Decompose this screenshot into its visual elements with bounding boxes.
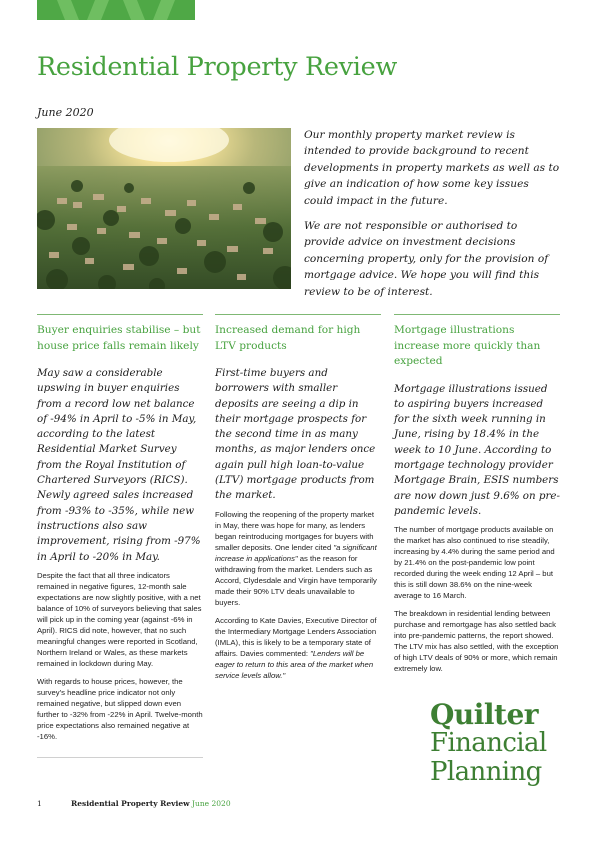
article-high-ltv-demand: [215, 314, 381, 688]
intro-paragraph-1: Our monthly property market review is intended to provide background to recent developments in property markets as well as to give an indication of how some key issues could impact in the future.: [304, 129, 560, 207]
intro-text: [304, 127, 560, 309]
issue-date: June 2020: [37, 106, 94, 119]
page-title: Residential Property Review: [37, 52, 397, 82]
intro-paragraph-2: We are not responsible or authorised to provide advice on investment decisions concerning property, only for the provision of mortgage advice. We hope you will find this review to be of interest.: [304, 220, 549, 298]
article-heading: Mortgage illustrations increase more quickly than expected: [394, 324, 541, 367]
footer-title: Residential Property Review: [71, 799, 190, 808]
quote: "a significant increase in applications": [215, 542, 377, 563]
column-divider: [37, 757, 203, 758]
page-footer: [37, 799, 231, 808]
article-lead: First-time buyers and borrowers with smaller deposits are seeing a dip in their mortgage prospects for the second time in as many months, as major lenders once again pull high loan-to-value (LTV) mortgage products from the market.: [215, 367, 376, 502]
article-heading: Buyer enquiries stabilise – but house price falls remain likely: [37, 324, 201, 352]
page-number: 1: [37, 799, 42, 808]
article-buyer-enquiries: [37, 314, 203, 749]
top-brand-band: [37, 0, 195, 20]
logo-line-3: Planning: [430, 757, 542, 787]
article-body-paragraph: Despite the fact that all three indicators remained in negative figures, 12-month sale expectations are now slightly positive, with a net balance of 10% of surveyors believing that sales will pick up in the coming year (against -6% in April). RICS did note, however, that no such meaningful changes were reported in Scotland, Northern Ireland or Wales, as these markets remained in lockdown during May.: [37, 570, 202, 668]
hero-image-aerial-housing: [37, 128, 291, 289]
footer-date: June 2020: [192, 799, 231, 808]
logo-line-1: Quilter: [430, 698, 539, 731]
article-lead: Mortgage illustrations issued to aspiring buyers increased for the sixth week running in June, rising by 18.4% in the week to 10 June. According to mortgage technology provider Mortgage Brain, ESIS numbers are now down just 9.6% on pre-pandemic levels.: [394, 382, 560, 517]
article-body-paragraph: With regards to house prices, however, the survey's headline price indicator not only remained negative, but slipped down even further to -32% from -22% in April. Twelve-month price expectations also remained negative at -16%.: [37, 676, 203, 741]
quilter-financial-planning-logo: [430, 700, 570, 787]
band-chevron-pattern: [37, 0, 195, 20]
article-body-paragraph: Following the reopening of the property market in May, there was hope for many, as lenders began reintroducing mortgages for buyers with smaller deposits. One lender cited "a significant increase in applications" as the reason for withdrawing from the market. Lenders such as Accord, Clydesdale and Virgin have temporarily made their 90% LTV deals unavailable to buyers.: [215, 509, 377, 607]
article-lead: May saw a considerable upswing in buyer enquiries from a record low net balance of -94% in April to -5% in May, according to the latest Residential Market Survey from the Royal Institution of Chartered Surveyors (RICS). Newly agreed sales increased from -93% to -35%, while new instructions also saw improvement, rising from -97% in April to -20% in May.: [37, 367, 201, 563]
article-mortgage-illustrations: [394, 314, 560, 681]
article-heading: Increased demand for high LTV products: [215, 324, 361, 352]
quote: "Lenders will be eager to return to this area of the market when service levels allow.": [215, 648, 374, 680]
aerial-landscape-illustration: [37, 128, 291, 289]
article-body-paragraph: According to Kate Davies, Executive Director of the Intermediary Mortgage Lenders Association (IMLA), this is likely to be a temporary state of affairs. Davies commented: "Lenders will be eager to return to this area of the market when service levels allow.": [215, 615, 377, 680]
article-body-paragraph: The breakdown in residential lending between purchase and remortgage has also settled back into pre-pandemic patterns, the report showed. The LTV mix has also settled, with the exception of high LTV deals of 90% or more, which remain extremely low.: [394, 609, 559, 674]
article-body-paragraph: The number of mortgage products available on the market has also continued to rise steadily, increasing by 4.4% during the same period and by 21.4% on the post-pandemic low point recorded during the week ending 12 April – but this is still down 38.6% on the nine-week average to 16 March.: [394, 525, 555, 601]
logo-line-2: Financial: [430, 728, 547, 758]
